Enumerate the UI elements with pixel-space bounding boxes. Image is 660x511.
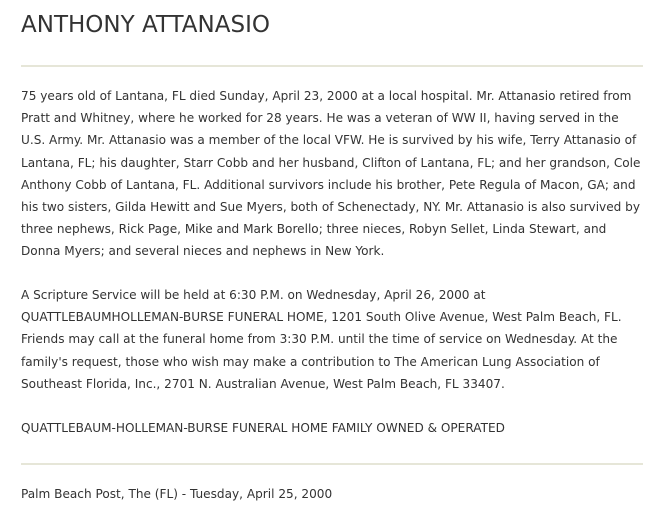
- obituary-paragraph-biography: 75 years old of Lantana, FL died Sunday, April 23, 2000 at a local hospital. Mr. Attanasio retired from Pratt and Whitney, where he worked for 28 years. He was a veteran of WW II, having served in the U.S. Army. Mr. Attanasio was a member of the local VFW. He is survived by his wife, Terry Attanasio of Lantana, FL; his daughter, Starr Cobb and her husband, Clifton of Lantana, FL; and her grandson, Cole Anthony Cobb of Lantana, FL. Additional survivors include his brother, Pete Regula of Macon, GA; and his two sisters, Gilda Hewitt and Sue Myers, both of Schenectady, NY. Mr. Attanasio is also survived by three nephews, Rick Page, Mike and Mark Borello; three nieces, Robyn Sellet, Linda Stewart, and Donna Myers; and several nieces and nephews in New York.: [21, 89, 641, 259]
- obituary-title: ANTHONY ATTANASIO: [21, 12, 270, 38]
- bottom-divider: [21, 463, 643, 465]
- obituary-paragraph-service: A Scripture Service will be held at 6:30 P.M. on Wednesday, April 26, 2000 at QUATTLEBAUMHOLLEMAN-BURSE FUNERAL HOME, 1201 South Olive Avenue, West Palm Beach, FL. Friends may call at the funeral home from 3:30 P.M. until the time of service on Wednesday. At the family's request, those who wish may make a contribution to The American Lung Association of Southeast Florida, Inc., 2701 N. Australian Avenue, West Palm Beach, FL 33407.: [21, 288, 622, 391]
- obituary-paragraph-funeral-home: QUATTLEBAUM-HOLLEMAN-BURSE FUNERAL HOME FAMILY OWNED & OPERATED: [21, 421, 505, 435]
- top-divider: [21, 65, 643, 67]
- publication-source: Palm Beach Post, The (FL) - Tuesday, April 25, 2000: [21, 487, 333, 501]
